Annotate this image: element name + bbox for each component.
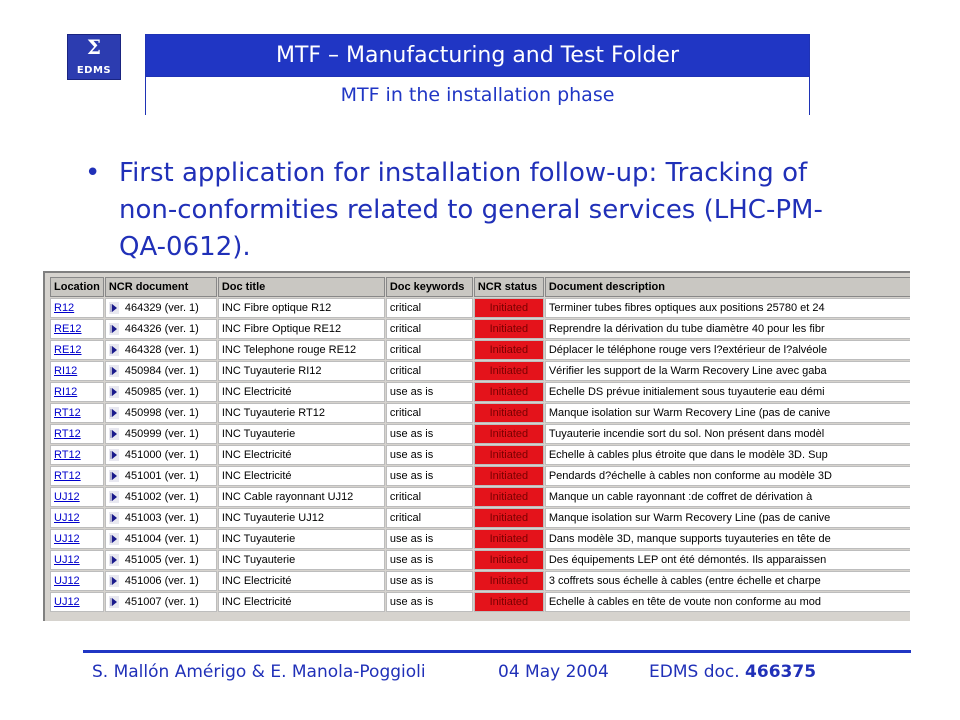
open-document-icon[interactable]	[109, 533, 119, 545]
cell-doc-title: INC Tuyauterie UJ12	[218, 508, 385, 528]
location-link[interactable]: UJ12	[54, 491, 80, 503]
edms-logo	[67, 34, 121, 80]
cell-ncr-document	[105, 340, 217, 360]
table-row	[50, 445, 910, 465]
table-row	[50, 298, 910, 318]
cell-ncr-document	[105, 298, 217, 318]
location-link[interactable]: UJ12	[54, 512, 80, 524]
table-row	[50, 424, 910, 444]
location-link[interactable]: RT12	[54, 449, 81, 461]
footer-date: 04 May 2004	[498, 662, 609, 682]
cell-location	[50, 445, 104, 465]
cell-doc-title: INC Cable rayonnant UJ12	[218, 487, 385, 507]
footer-divider	[83, 650, 911, 653]
cell-location	[50, 550, 104, 570]
cell-ncr-document	[105, 529, 217, 549]
location-link[interactable]: RT12	[54, 428, 81, 440]
cell-ncr-document	[105, 592, 217, 612]
cell-document-description: Manque un cable rayonnant :de coffret de dérivation à	[545, 487, 910, 507]
footer-doc-number: 466375	[745, 662, 817, 682]
ncr-document-id: 450999 (ver. 1)	[124, 427, 199, 440]
location-link[interactable]: RE12	[54, 323, 82, 335]
cell-doc-keywords: critical	[386, 361, 473, 381]
cell-doc-title: INC Electricité	[218, 592, 385, 612]
cell-ncr-status: Initiated	[474, 529, 544, 549]
cell-doc-keywords: use as is	[386, 529, 473, 549]
cell-document-description: Déplacer le téléphone rouge vers l?extérieur de l?alvéole	[545, 340, 910, 360]
table-row	[50, 508, 910, 528]
column-header-doc-keywords[interactable]: Doc keywords	[386, 277, 473, 297]
cell-doc-keywords: critical	[386, 508, 473, 528]
cell-document-description: Echelle à cables en tête de voute non conforme au mod	[545, 592, 910, 612]
table-row	[50, 382, 910, 402]
cell-doc-title: INC Electricité	[218, 466, 385, 486]
cell-ncr-status: Initiated	[474, 466, 544, 486]
open-document-icon[interactable]	[109, 344, 119, 356]
bullet-text: First application for installation follow-up: Tracking of non-conformities related to general services (LHC-PM-QA-0612).	[119, 158, 823, 262]
cell-doc-keywords: use as is	[386, 424, 473, 444]
cell-doc-keywords: use as is	[386, 550, 473, 570]
ncr-document-id: 451006 (ver. 1)	[124, 574, 199, 587]
location-link[interactable]: RE12	[54, 344, 82, 356]
cell-ncr-document	[105, 445, 217, 465]
cell-location	[50, 340, 104, 360]
cell-doc-title: INC Tuyauterie	[218, 550, 385, 570]
location-link[interactable]: UJ12	[54, 596, 80, 608]
open-document-icon[interactable]	[109, 449, 119, 461]
cell-location	[50, 466, 104, 486]
open-document-icon[interactable]	[109, 428, 119, 440]
location-link[interactable]: RT12	[54, 407, 81, 419]
cell-ncr-document	[105, 382, 217, 402]
cell-document-description: Dans modèle 3D, manque supports tuyauteries en tête de	[545, 529, 910, 549]
cell-document-description: Tuyauterie incendie sort du sol. Non présent dans modèl	[545, 424, 910, 444]
cell-doc-title: INC Tuyauterie RT12	[218, 403, 385, 423]
footer-doc-label: EDMS doc.	[649, 662, 740, 682]
ncr-table-frame	[43, 271, 910, 621]
table-row	[50, 487, 910, 507]
cell-doc-keywords: critical	[386, 487, 473, 507]
cell-doc-keywords: critical	[386, 298, 473, 318]
cell-location	[50, 424, 104, 444]
open-document-icon[interactable]	[109, 302, 119, 314]
footer	[92, 660, 922, 684]
cell-doc-keywords: critical	[386, 403, 473, 423]
cell-doc-keywords: critical	[386, 319, 473, 339]
cell-doc-title: INC Electricité	[218, 445, 385, 465]
cell-ncr-status: Initiated	[474, 508, 544, 528]
ncr-document-id: 451000 (ver. 1)	[124, 448, 199, 461]
cell-doc-title: INC Electricité	[218, 382, 385, 402]
table-row	[50, 466, 910, 486]
table-body	[50, 298, 910, 612]
ncr-document-id: 451003 (ver. 1)	[124, 511, 199, 524]
cell-location	[50, 319, 104, 339]
logo-text: EDMS	[76, 65, 112, 76]
cell-document-description: Terminer tubes fibres optiques aux positions 25780 et 24	[545, 298, 910, 318]
ncr-document-id: 464326 (ver. 1)	[124, 322, 199, 335]
cell-ncr-status: Initiated	[474, 445, 544, 465]
cell-document-description: Manque isolation sur Warm Recovery Line (pas de canive	[545, 403, 910, 423]
ncr-document-id: 451001 (ver. 1)	[124, 469, 199, 482]
cell-ncr-status: Initiated	[474, 487, 544, 507]
table-row	[50, 529, 910, 549]
cell-ncr-status: Initiated	[474, 424, 544, 444]
cell-ncr-document	[105, 487, 217, 507]
cell-ncr-status: Initiated	[474, 298, 544, 318]
cell-ncr-status: Initiated	[474, 403, 544, 423]
column-header-location[interactable]: Location	[50, 277, 104, 297]
cell-ncr-document	[105, 508, 217, 528]
open-document-icon[interactable]	[109, 407, 119, 419]
open-document-icon[interactable]	[109, 596, 119, 608]
ncr-document-id: 464328 (ver. 1)	[124, 343, 199, 356]
cell-doc-keywords: critical	[386, 340, 473, 360]
cell-doc-title: INC Fibre Optique RE12	[218, 319, 385, 339]
cell-ncr-document	[105, 466, 217, 486]
cell-document-description: Manque isolation sur Warm Recovery Line (pas de canive	[545, 508, 910, 528]
ncr-document-id: 464329 (ver. 1)	[124, 301, 199, 314]
ncr-document-id: 451005 (ver. 1)	[124, 553, 199, 566]
table-row	[50, 571, 910, 591]
cell-ncr-status: Initiated	[474, 571, 544, 591]
column-header-ncr-document[interactable]: NCR document	[105, 277, 217, 297]
ncr-document-id: 450985 (ver. 1)	[124, 385, 199, 398]
open-document-icon[interactable]	[109, 386, 119, 398]
cell-location	[50, 361, 104, 381]
column-header-doc-title[interactable]: Doc title	[218, 277, 385, 297]
cell-doc-keywords: use as is	[386, 382, 473, 402]
cell-document-description: 3 coffrets sous échelle à cables (entre échelle et charpe	[545, 571, 910, 591]
cell-document-description: Pendards d?échelle à cables non conforme au modèle 3D	[545, 466, 910, 486]
cell-ncr-document	[105, 571, 217, 591]
location-link[interactable]: RT12	[54, 470, 81, 482]
open-document-icon[interactable]	[109, 491, 119, 503]
cell-ncr-status: Initiated	[474, 592, 544, 612]
open-document-icon[interactable]	[109, 554, 119, 566]
cell-location	[50, 592, 104, 612]
column-header-document-description[interactable]: Document description	[545, 277, 910, 297]
cell-ncr-document	[105, 550, 217, 570]
bullet-marker: •	[85, 158, 101, 188]
cell-document-description: Des équipements LEP ont été démontés. Ils apparaissen	[545, 550, 910, 570]
ncr-document-id: 451002 (ver. 1)	[124, 490, 199, 503]
table-row	[50, 550, 910, 570]
cell-ncr-status: Initiated	[474, 550, 544, 570]
table-header-row	[50, 277, 910, 297]
location-link[interactable]: UJ12	[54, 533, 80, 545]
footer-doc-ref	[649, 660, 816, 684]
open-document-icon[interactable]	[109, 323, 119, 335]
cell-document-description: Vérifier les support de la Warm Recovery Line avec gaba	[545, 361, 910, 381]
cell-ncr-document	[105, 424, 217, 444]
table-row	[50, 403, 910, 423]
cell-document-description: Echelle à cables plus étroite que dans le modèle 3D. Sup	[545, 445, 910, 465]
cell-location	[50, 508, 104, 528]
cell-doc-title: INC Tuyauterie	[218, 424, 385, 444]
cell-ncr-status: Initiated	[474, 361, 544, 381]
column-header-ncr-status[interactable]: NCR status	[474, 277, 544, 297]
cell-doc-title: INC Fibre optique R12	[218, 298, 385, 318]
location-link[interactable]: RI12	[54, 386, 78, 398]
cell-ncr-document	[105, 319, 217, 339]
ncr-document-id: 450998 (ver. 1)	[124, 406, 199, 419]
location-link[interactable]: UJ12	[54, 554, 80, 566]
cell-document-description: Reprendre la dérivation du tube diamètre 40 pour les fibr	[545, 319, 910, 339]
ncr-document-id: 450984 (ver. 1)	[124, 364, 199, 377]
ncr-document-id: 451007 (ver. 1)	[124, 595, 199, 608]
title-block	[145, 34, 810, 115]
table-row	[50, 592, 910, 612]
slide-subtitle: MTF in the installation phase	[146, 76, 809, 115]
sigma-icon: Σ	[86, 35, 102, 59]
cell-location	[50, 571, 104, 591]
cell-location	[50, 298, 104, 318]
slide-title: MTF – Manufacturing and Test Folder	[146, 35, 809, 76]
cell-doc-keywords: use as is	[386, 571, 473, 591]
location-link[interactable]: UJ12	[54, 575, 80, 587]
cell-doc-keywords: use as is	[386, 445, 473, 465]
open-document-icon[interactable]	[109, 575, 119, 587]
cell-doc-title: INC Tuyauterie	[218, 529, 385, 549]
table-row	[50, 340, 910, 360]
location-link[interactable]: RI12	[54, 365, 78, 377]
table-row	[50, 319, 910, 339]
location-link[interactable]: R12	[54, 302, 75, 314]
cell-ncr-status: Initiated	[474, 382, 544, 402]
open-document-icon[interactable]	[109, 470, 119, 482]
ncr-table	[49, 276, 910, 613]
cell-document-description: Echelle DS prévue initialement sous tuyauterie eau démi	[545, 382, 910, 402]
cell-doc-title: INC Electricité	[218, 571, 385, 591]
open-document-icon[interactable]	[109, 512, 119, 524]
ncr-document-id: 451004 (ver. 1)	[124, 532, 199, 545]
table-row	[50, 361, 910, 381]
cell-doc-title: INC Telephone rouge RE12	[218, 340, 385, 360]
cell-ncr-document	[105, 403, 217, 423]
cell-location	[50, 403, 104, 423]
cell-ncr-status: Initiated	[474, 340, 544, 360]
footer-authors: S. Mallón Amérigo & E. Manola-Poggioli	[92, 662, 426, 682]
cell-doc-keywords: use as is	[386, 592, 473, 612]
cell-location	[50, 529, 104, 549]
cell-ncr-status: Initiated	[474, 319, 544, 339]
cell-ncr-document	[105, 361, 217, 381]
cell-location	[50, 487, 104, 507]
open-document-icon[interactable]	[109, 365, 119, 377]
cell-doc-keywords: use as is	[386, 466, 473, 486]
cell-location	[50, 382, 104, 402]
cell-doc-title: INC Tuyauterie RI12	[218, 361, 385, 381]
